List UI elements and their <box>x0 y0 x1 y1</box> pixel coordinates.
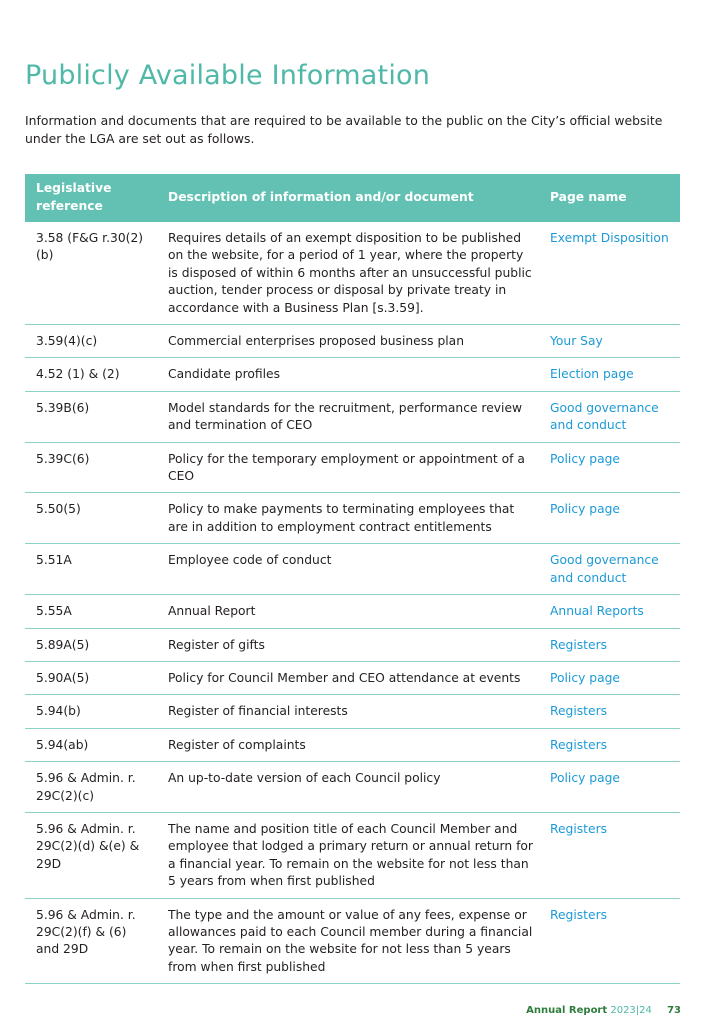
footer-year: 2023|24 <box>610 1005 652 1016</box>
intro-paragraph: Information and documents that are required to be available to the public on the City’s official website under the LGA are set out as follows. <box>25 113 663 146</box>
table-row <box>25 222 680 325</box>
description-cell: Model standards for the recruitment, performance review and termination of CEO <box>157 391 539 442</box>
legislative-reference-cell: 5.90A(5) <box>25 661 157 694</box>
description-cell: The type and the amount or value of any fees, expense or allowances paid to each Council member during a financial year. To remain on the website for not less than 5 years from when first published <box>157 898 539 984</box>
description-cell: Policy to make payments to terminating employees that are in addition to employment contract entitlements <box>157 493 539 544</box>
legislative-reference-cell: 5.55A <box>25 595 157 628</box>
page-name-link[interactable]: Policy page <box>539 661 680 694</box>
table-row <box>25 812 680 898</box>
header-legislative-reference: Legislative reference <box>25 174 157 222</box>
legislative-reference-cell: 5.94(ab) <box>25 728 157 761</box>
legislative-reference-cell: 5.96 & Admin. r. 29C(2)(f) & (6) and 29D <box>25 898 157 984</box>
table-row <box>25 661 680 694</box>
table-row <box>25 628 680 661</box>
legislative-reference-cell: 3.58 (F&G r.30(2)(b) <box>25 222 157 325</box>
table-row <box>25 898 680 984</box>
table-row <box>25 695 680 728</box>
description-cell: An up-to-date version of each Council policy <box>157 762 539 813</box>
table-header <box>25 174 680 222</box>
legislative-reference-cell: 5.89A(5) <box>25 628 157 661</box>
footer-report-label: Annual Report <box>526 1005 608 1016</box>
legislative-reference-cell: 5.39B(6) <box>25 391 157 442</box>
page-title: Publicly Available Information <box>25 60 431 91</box>
page-number: 73 <box>667 1005 681 1016</box>
description-cell: Commercial enterprises proposed business plan <box>157 325 539 358</box>
legislative-reference-cell: 5.94(b) <box>25 695 157 728</box>
table-row <box>25 325 680 358</box>
description-cell: Register of gifts <box>157 628 539 661</box>
legislative-reference-cell: 3.59(4)(c) <box>25 325 157 358</box>
page-footer <box>526 1004 681 1018</box>
page-name-link[interactable]: Exempt Disposition <box>539 222 680 325</box>
description-cell: Annual Report <box>157 595 539 628</box>
description-cell: Requires details of an exempt disposition to be published on the website, for a period of 1 year, where the property is disposed of within 6 months after an unsuccessful public auction, tender process or disposal by private treaty in accordance with a Business Plan [s.3.59]. <box>157 222 539 325</box>
header-page-name: Page name <box>539 174 680 222</box>
page-name-link[interactable]: Good governance and conduct <box>539 544 680 595</box>
page-name-link[interactable]: Registers <box>539 898 680 984</box>
page-name-link[interactable]: Policy page <box>539 762 680 813</box>
legislative-reference-cell: 5.96 & Admin. r. 29C(2)(c) <box>25 762 157 813</box>
legislative-reference-cell: 5.96 & Admin. r. 29C(2)(d) &(e) & 29D <box>25 812 157 898</box>
legislative-reference-cell: 5.50(5) <box>25 493 157 544</box>
page-name-link[interactable]: Registers <box>539 812 680 898</box>
header-description: Description of information and/or document <box>157 174 539 222</box>
page-name-link[interactable]: Policy page <box>539 493 680 544</box>
page-name-link[interactable]: Good governance and conduct <box>539 391 680 442</box>
table-row <box>25 442 680 493</box>
description-cell: Policy for Council Member and CEO attendance at events <box>157 661 539 694</box>
description-cell: Register of complaints <box>157 728 539 761</box>
table-row <box>25 493 680 544</box>
page-name-link[interactable]: Registers <box>539 628 680 661</box>
description-cell: Employee code of conduct <box>157 544 539 595</box>
legislative-reference-cell: 5.51A <box>25 544 157 595</box>
page-name-link[interactable]: Your Say <box>539 325 680 358</box>
table-row <box>25 728 680 761</box>
table-row <box>25 391 680 442</box>
description-cell: Candidate profiles <box>157 358 539 391</box>
description-cell: Policy for the temporary employment or appointment of a CEO <box>157 442 539 493</box>
page-name-link[interactable]: Annual Reports <box>539 595 680 628</box>
legislative-reference-cell: 4.52 (1) & (2) <box>25 358 157 391</box>
page-name-link[interactable]: Registers <box>539 695 680 728</box>
legislative-reference-cell: 5.39C(6) <box>25 442 157 493</box>
page-name-link[interactable]: Policy page <box>539 442 680 493</box>
information-table <box>25 174 680 984</box>
page-name-link[interactable]: Election page <box>539 358 680 391</box>
description-cell: The name and position title of each Council Member and employee that lodged a primary return or annual return for a financial year. To remain on the website for not less than 5 years from when first published <box>157 812 539 898</box>
table-row <box>25 358 680 391</box>
table-row <box>25 595 680 628</box>
table-row <box>25 762 680 813</box>
table-row <box>25 544 680 595</box>
page-name-link[interactable]: Registers <box>539 728 680 761</box>
description-cell: Register of financial interests <box>157 695 539 728</box>
